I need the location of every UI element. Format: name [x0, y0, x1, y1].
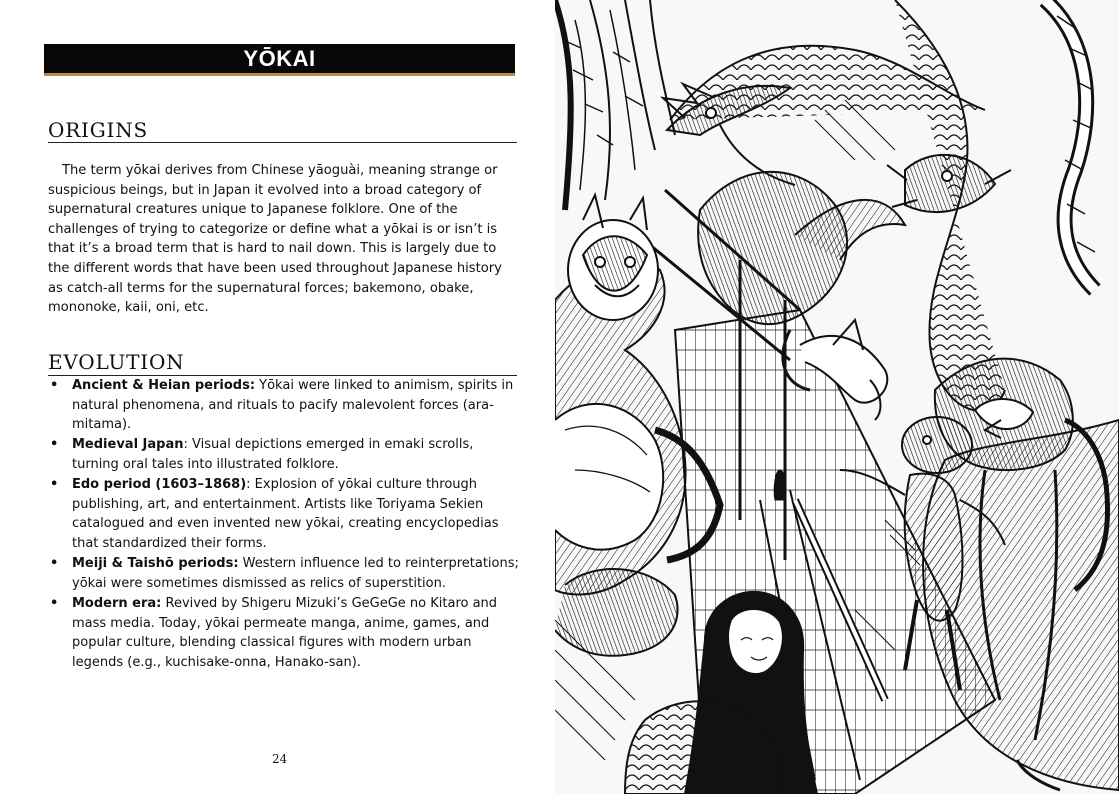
bullet: • [50, 378, 59, 393]
evolution-item-medieval-japan [50, 435, 520, 474]
evolution-term: Modern era: [72, 595, 162, 611]
bullet: • [50, 556, 59, 572]
yokai-illustration [555, 0, 1119, 794]
evolution-description: : Visual depictions emerged in emaki scrolls, turning oral tales into illustrated folklore. [72, 437, 474, 472]
title-bar [44, 44, 515, 76]
origins-paragraph: The term yōkai derives from Chinese yāoguài, meaning strange or suspicious beings, but in Japan it evolved into a broad category of supernatural creatures unique to Japanese folklore. One of the challenges of trying to categorize or define what a yōkai is or isn’t is that it’s a broad term that is hard to nail down. This is largely due to the different words that have been used throughout Japanese history as catch-all terms for the supernatural forces; bakemono, obake, mononoke, kaii, oni, etc. [48, 163, 502, 316]
evolution-term: Ancient & Heian periods: [72, 378, 256, 393]
evolution-term: Meiji & Taishō periods: [72, 556, 239, 572]
evolution-item-ancient-heian [50, 376, 520, 435]
evolution-description: Western influence led to reinterpretations; yōkai were sometimes dismissed as relics of superstition. [72, 556, 519, 591]
evolution-item-modern-era [50, 594, 520, 672]
evolution-item-meiji-taisho [50, 554, 520, 593]
ink-drawing-illustration [555, 0, 1119, 794]
bullet: • [50, 595, 59, 611]
evolution-heading: EVOLUTION [48, 351, 517, 376]
evolution-item-edo-period [50, 475, 520, 553]
bullet: • [50, 437, 59, 453]
evolution-description: Revived by Shigeru Mizuki’s GeGeGe no Kitaro and mass media. Today, yōkai permeate manga, anime, games, and popular culture, blending classical figures with modern urban legends (e.g., kuchisake-onna, Hanako-san). [72, 595, 498, 670]
origins-heading: ORIGINS [48, 119, 517, 143]
evolution-description: : Explosion of yōkai culture through publishing, art, and entertainment. Artists like Toriyama Sekien catalogued and even invented new yōkai, creating encyclopedias that standardized their forms. [72, 477, 499, 551]
page-title: YŌKAI [243, 45, 316, 71]
evolution-term: Edo period (1603–1868) [72, 477, 247, 493]
page-number: 24 [272, 752, 288, 766]
text-page [0, 0, 555, 794]
bullet: • [50, 477, 59, 493]
evolution-list [50, 376, 520, 673]
evolution-term: Medieval Japan [72, 437, 184, 453]
evolution-description: Yōkai were linked to animism, spirits in natural phenomena, and rituals to pacify malevolent forces (ara-mitama). [72, 378, 514, 433]
